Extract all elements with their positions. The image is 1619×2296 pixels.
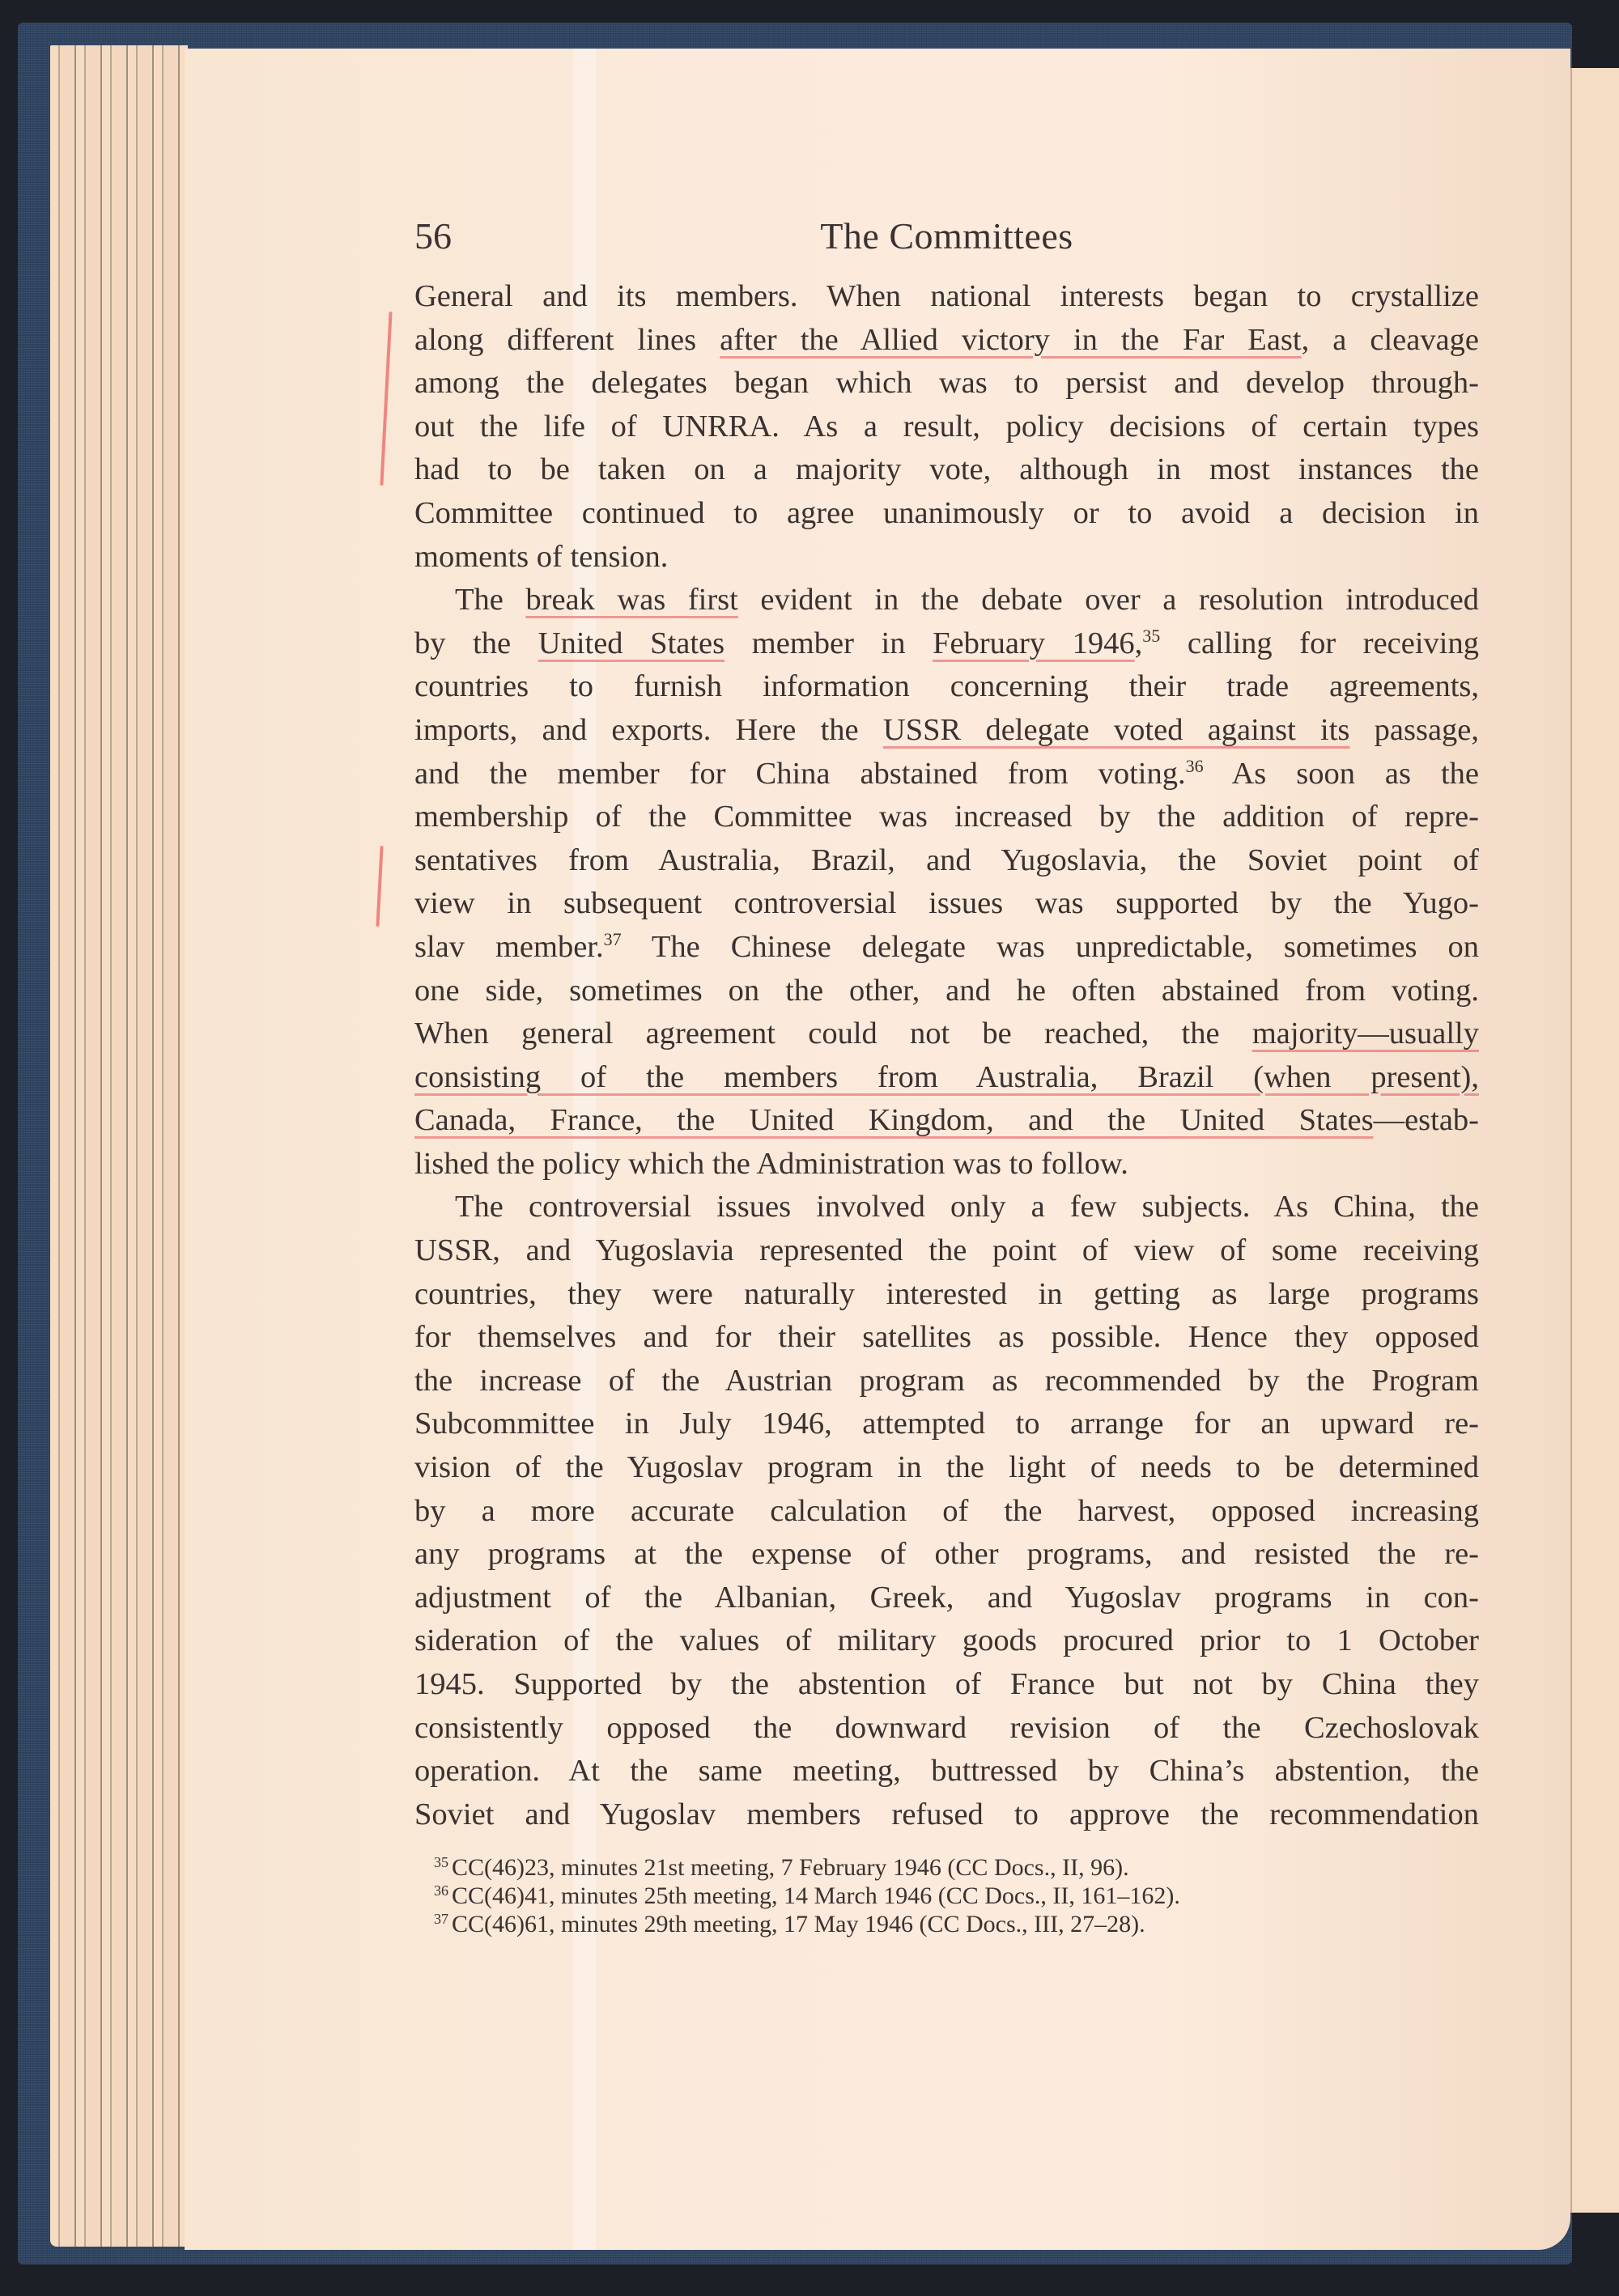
footnote-number: 35: [434, 1854, 448, 1870]
text-line: adjustment of the Albanian, Greek, and Yugoslav programs in con-: [414, 1580, 1479, 1615]
text-line: among the delegates began which was to persist and develop through-: [414, 366, 1479, 401]
text-line: General and its members. When national interests began to crystallize: [414, 279, 1479, 313]
footnote-text: CC(46)61, minutes 29th meeting, 17 May 1946 (CC Docs., III, 27–28).: [452, 1911, 1145, 1937]
footnotes: [434, 1853, 1486, 1938]
body-text: [414, 275, 1479, 1836]
text-line: by the United States member in February 1946,35 calling for receiving: [414, 625, 1479, 660]
text-fragment: The Chinese delegate was unpredictable, sometimes on: [621, 929, 1479, 964]
text-line: [414, 753, 1479, 796]
footnote-ref[interactable]: 37: [603, 928, 622, 949]
underlined-phrase: after the Allied victory in the Far East: [720, 322, 1302, 357]
paragraph: [414, 1186, 1479, 1836]
footnote: [434, 1910, 1486, 1938]
footnote-ref[interactable]: 35: [1142, 625, 1161, 646]
text-line: sideration of the values of military goods procured prior to 1 October: [414, 1623, 1479, 1658]
paragraph: [414, 275, 1479, 579]
text-line: Soviet and Yugoslav members refused to approve the recommendation: [414, 1797, 1479, 1831]
text-line: imports, and exports. Here the USSR delegate voted against its passage,: [414, 712, 1480, 747]
text-line: any programs at the expense of other programs, and resisted the re-: [414, 1537, 1479, 1572]
text-line: moments of tension.: [414, 539, 669, 574]
footnote-ref[interactable]: 36: [1185, 755, 1204, 776]
text-line: lished the policy which the Administration was to follow.: [414, 1146, 1128, 1181]
text-line: the increase of the Austrian program as recommended by the Program: [414, 1363, 1479, 1398]
text-line: The controversial issues involved only a few subjects. As China, the: [455, 1190, 1479, 1224]
text-fragment: and the member for China abstained from voting.: [414, 756, 1186, 791]
underlined-phrase: United States: [538, 626, 725, 660]
text-line: USSR, and Yugoslavia represented the point of view of some receiving: [414, 1233, 1479, 1268]
text-line: operation. At the same meeting, buttressed by China’s abstention, the: [414, 1754, 1479, 1789]
running-head: [414, 214, 1479, 263]
text-line: one side, sometimes on the other, and he often abstained from voting.: [414, 973, 1479, 1008]
text-line: by a more accurate calculation of the harvest, opposed increasing: [414, 1493, 1479, 1528]
text-line: consistently opposed the downward revision of the Czechoslovak: [414, 1710, 1479, 1745]
underlined-phrase: break was first: [525, 583, 738, 618]
underlined-phrase: consisting of the members from Australia, Brazil (when present),: [414, 1059, 1479, 1094]
text-fragment: As soon as the: [1203, 756, 1480, 791]
footnote-number: 37: [434, 1911, 448, 1927]
text-line: along different lines after the Allied victory in the Far East, a cleavage: [414, 322, 1480, 357]
footnote: [434, 1853, 1486, 1882]
footnote-number: 36: [434, 1882, 448, 1899]
text-line: view in subsequent controversial issues was supported by the Yugo-: [414, 886, 1479, 921]
underlined-phrase: majority—usually: [1251, 1016, 1479, 1051]
text-line: membership of the Committee was increased by the addition of repre-: [414, 800, 1479, 834]
text-line: When general agreement could not be reached, the majority—usually: [414, 1016, 1479, 1051]
underlined-phrase: USSR delegate voted against its: [882, 712, 1350, 747]
text-line: out the life of UNRRA. As a result, policy decisions of certain types: [414, 409, 1479, 443]
text-line: sentatives from Australia, Brazil, and Yugoslavia, the Soviet point of: [414, 842, 1479, 877]
chapter-title: The Committees: [820, 215, 1073, 257]
text-line: Committee continued to agree unanimously or to avoid a decision in: [414, 495, 1479, 530]
paragraph: [414, 579, 1479, 1186]
text-fragment: slav member.: [414, 929, 604, 964]
text-line: [414, 926, 1479, 970]
text-fragment: calling for receiving: [1160, 626, 1479, 660]
text-line: The break was first evident in the debate over a resolution introduced: [455, 583, 1480, 618]
page-number: 56: [414, 215, 452, 257]
footnote-text: CC(46)41, minutes 25th meeting, 14 March 1946 (CC Docs., II, 161–162).: [452, 1882, 1180, 1909]
underlined-phrase: February 1946: [933, 626, 1135, 660]
underlined-phrase: Canada, France, the United Kingdom, and the United States: [414, 1103, 1374, 1138]
text-line: for themselves and for their satellites as possible. Hence they opposed: [414, 1320, 1479, 1355]
footnote-text: CC(46)23, minutes 21st meeting, 7 February 1946 (CC Docs., II, 96).: [452, 1854, 1129, 1881]
text-line: 1945. Supported by the abstention of France but not by China they: [414, 1667, 1479, 1701]
text-line: vision of the Yugoslav program in the light of needs to be determined: [414, 1450, 1479, 1485]
text-line: had to be taken on a majority vote, although in most instances the: [414, 452, 1479, 487]
text-line: [414, 1056, 1479, 1100]
text-line: countries, they were naturally interested in getting as large programs: [414, 1276, 1479, 1311]
text-line: Canada, France, the United Kingdom, and the United States—estab-: [414, 1103, 1479, 1138]
facing-page-edge: [1570, 68, 1619, 2213]
page-stack-edges: [50, 45, 188, 2247]
text-line: Subcommittee in July 1946, attempted to arrange for an upward re-: [414, 1407, 1479, 1441]
footnote: [434, 1882, 1486, 1910]
text-line: countries to furnish information concerning their trade agreements,: [414, 669, 1479, 704]
